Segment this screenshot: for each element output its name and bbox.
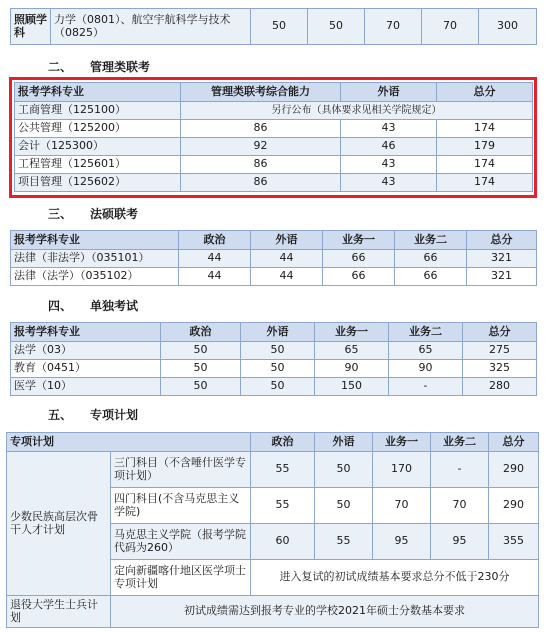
column-header: 业务一 — [373, 433, 431, 452]
column-header: 报考学科专业 — [11, 323, 161, 342]
column-header: 外语 — [315, 433, 373, 452]
column-header: 业务一 — [315, 323, 389, 342]
column-header: 外语 — [241, 323, 315, 342]
cell: 86 — [181, 120, 341, 138]
subject-list: 力学（0801）、航空宇航科学与技术（0825） — [51, 9, 251, 45]
cell: 70 — [373, 488, 431, 524]
section-number: 五、 — [48, 408, 73, 422]
cell: 290 — [489, 488, 539, 524]
cell: 174 — [437, 174, 533, 192]
cell: 44 — [251, 268, 323, 286]
section-title: 单独考试 — [90, 299, 139, 313]
table-row — [7, 596, 539, 628]
cell: 321 — [467, 268, 537, 286]
cell: 50 — [161, 378, 241, 396]
column-header: 总分 — [463, 323, 537, 342]
cell: 55 — [315, 524, 373, 560]
cell: 44 — [251, 250, 323, 268]
cell: 43 — [341, 174, 437, 192]
cell: 174 — [437, 120, 533, 138]
column-header: 报考学科专业 — [11, 231, 179, 250]
cell: 86 — [181, 156, 341, 174]
cell: 150 — [315, 378, 389, 396]
section-title: 法硕联考 — [90, 207, 139, 221]
section-heading — [48, 58, 150, 75]
discipline-table — [10, 8, 537, 45]
cell: 44 — [179, 250, 251, 268]
cell: 92 — [181, 138, 341, 156]
row-note: 初试成绩需达到报考专业的学校2021年硕士分数基本要求 — [111, 596, 539, 628]
row-note: 进入复试的初试成绩基本要求总分不低于230分 — [251, 560, 539, 596]
cell: 46 — [341, 138, 437, 156]
cell: 50 — [241, 342, 315, 360]
cell: 275 — [463, 342, 537, 360]
row-note: 另行公布（具体要求见相关学院规定） — [181, 102, 533, 120]
cell: - — [431, 452, 489, 488]
cell: 280 — [463, 378, 537, 396]
row-label: 法学（03） — [11, 342, 161, 360]
section-heading — [48, 205, 138, 222]
row-label: 项目管理（125602） — [15, 174, 181, 192]
section-heading — [48, 297, 138, 314]
independent-exam-table — [10, 322, 537, 396]
law-table — [10, 230, 537, 286]
column-header: 总分 — [489, 433, 539, 452]
cell: 50 — [315, 452, 373, 488]
row-label: 三门科目（不含唾什医学专项计划） — [111, 452, 251, 488]
cell: 50 — [315, 488, 373, 524]
cell: 90 — [389, 360, 463, 378]
row-label: 医学（10） — [11, 378, 161, 396]
cell: 179 — [437, 138, 533, 156]
cell: 86 — [181, 174, 341, 192]
group-label: 少数民族高层次骨干人才计划 — [7, 452, 111, 596]
section-number: 四、 — [48, 299, 73, 313]
cell: 43 — [341, 120, 437, 138]
column-header: 业务二 — [395, 231, 467, 250]
cell: 290 — [489, 452, 539, 488]
cell: 355 — [489, 524, 539, 560]
score-cell: 300 — [479, 9, 537, 45]
row-label: 四门科目(不含马克思主义学院) — [111, 488, 251, 524]
cell: 65 — [315, 342, 389, 360]
row-label: 工商管理（125100） — [15, 102, 181, 120]
section-number: 二、 — [48, 60, 73, 74]
cell: 66 — [395, 268, 467, 286]
column-header: 报考学科专业 — [15, 83, 181, 102]
column-header: 管理类联考综合能力 — [181, 83, 341, 102]
table-row — [11, 250, 537, 268]
cell: - — [389, 378, 463, 396]
column-header: 外语 — [341, 83, 437, 102]
cell: 43 — [341, 156, 437, 174]
cell: 66 — [395, 250, 467, 268]
cell: 50 — [241, 378, 315, 396]
row-label: 工程管理（125601） — [15, 156, 181, 174]
row-label: 退役大学生士兵计划 — [7, 596, 111, 628]
column-header: 政治 — [161, 323, 241, 342]
row-label: 会计（125300） — [15, 138, 181, 156]
column-header: 政治 — [179, 231, 251, 250]
table-row — [11, 360, 537, 378]
row-label: 马克思主义学院（报考学院代码为260） — [111, 524, 251, 560]
score-cell: 50 — [308, 9, 365, 45]
cell: 95 — [373, 524, 431, 560]
cell: 66 — [323, 250, 395, 268]
score-cell: 70 — [365, 9, 422, 45]
cell: 66 — [323, 268, 395, 286]
cell: 44 — [179, 268, 251, 286]
table-row — [11, 342, 537, 360]
cell: 325 — [463, 360, 537, 378]
column-header: 政治 — [251, 433, 315, 452]
highlight-box — [9, 77, 537, 198]
cell: 70 — [431, 488, 489, 524]
row-label: 教育（0451） — [11, 360, 161, 378]
cell: 55 — [251, 452, 315, 488]
score-cell: 70 — [422, 9, 479, 45]
cell: 50 — [161, 342, 241, 360]
column-header: 总分 — [437, 83, 533, 102]
section-heading — [48, 406, 138, 423]
row-label: 公共管理（125200） — [15, 120, 181, 138]
column-header: 业务二 — [389, 323, 463, 342]
cell: 60 — [251, 524, 315, 560]
table-row — [11, 378, 537, 396]
row-label: 法律（非法学）（035101） — [11, 250, 179, 268]
cell: 170 — [373, 452, 431, 488]
cell: 50 — [241, 360, 315, 378]
cell: 174 — [437, 156, 533, 174]
column-header: 外语 — [251, 231, 323, 250]
column-header: 业务一 — [323, 231, 395, 250]
cell: 90 — [315, 360, 389, 378]
cell: 95 — [431, 524, 489, 560]
cell: 50 — [161, 360, 241, 378]
table-row — [7, 452, 539, 488]
row-label: 定向新疆喀什地区医学项士专项计划 — [111, 560, 251, 596]
section-title: 管理类联考 — [90, 60, 151, 74]
table-row — [11, 268, 537, 286]
column-header: 总分 — [467, 231, 537, 250]
column-header: 业务二 — [431, 433, 489, 452]
cell: 65 — [389, 342, 463, 360]
column-header: 专项计划 — [7, 433, 251, 452]
section-title: 专项计划 — [90, 408, 139, 422]
row-label: 法律（法学）（035102） — [11, 268, 179, 286]
score-cell: 50 — [251, 9, 308, 45]
section-number: 三、 — [48, 207, 73, 221]
special-plan-table — [6, 432, 539, 628]
cell: 55 — [251, 488, 315, 524]
category-label: 照顾学科 — [11, 9, 51, 45]
cell: 321 — [467, 250, 537, 268]
